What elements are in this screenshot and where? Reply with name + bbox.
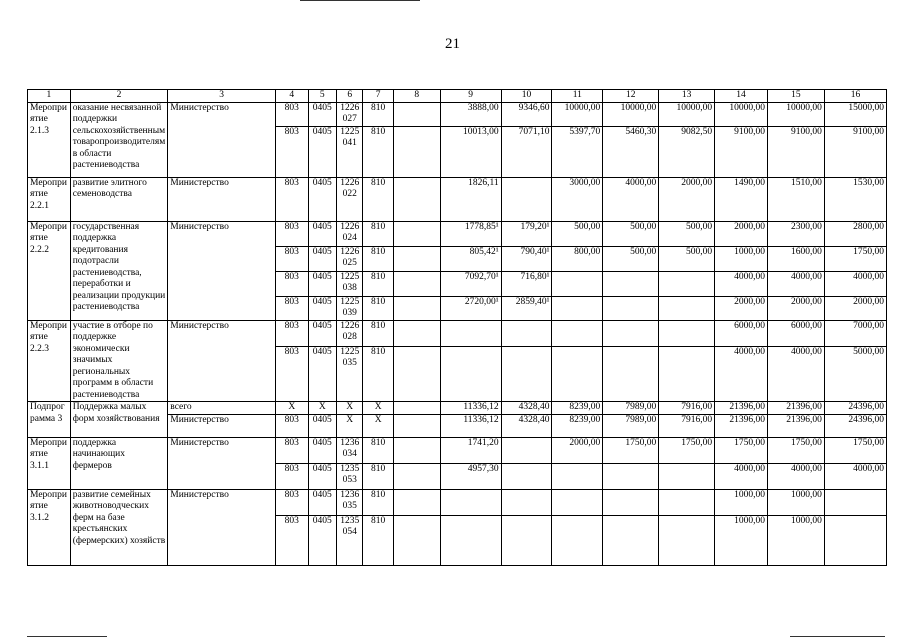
value-cell: 179,20¹ <box>501 221 552 246</box>
section-cell: 0405 <box>308 346 336 401</box>
value-cell <box>393 320 440 346</box>
value-cell <box>440 489 501 515</box>
section-cell: 0405 <box>308 177 336 221</box>
value-cell: 2300,00 <box>767 221 824 246</box>
value-cell <box>440 515 501 565</box>
header-cell: 2 <box>70 90 168 103</box>
value-cell: 7916,00 <box>659 414 715 437</box>
description-cell: участие в отборе по поддержке экономически значимых региональных программ в области растениеводства <box>70 320 168 402</box>
description-cell: развитие элитного семеноводства <box>70 177 168 221</box>
header-cell: 6 <box>336 90 362 103</box>
header-cell: 3 <box>168 90 276 103</box>
executor-cell: Министерство <box>168 489 276 565</box>
header-cell: 4 <box>276 90 309 103</box>
value-cell: 9346,60 <box>501 102 552 126</box>
expense-type-cell: Х <box>363 414 393 437</box>
value-cell: 9100,00 <box>767 126 824 177</box>
value-cell: 4000,00 <box>824 463 886 489</box>
value-cell: 21396,00 <box>767 402 824 415</box>
expense-type-cell: 810 <box>363 271 393 296</box>
value-cell <box>603 489 659 515</box>
value-cell <box>393 463 440 489</box>
value-cell: 6000,00 <box>767 320 824 346</box>
value-cell: 1826,11 <box>440 177 501 221</box>
section-cell: Х <box>308 402 336 415</box>
value-cell: 21396,00 <box>715 414 768 437</box>
value-cell: 4000,00 <box>767 346 824 401</box>
grbs-cell: 803 <box>276 102 309 126</box>
value-cell: 500,00 <box>603 246 659 271</box>
table-row <box>28 177 887 221</box>
scan-top-rule <box>300 0 420 1</box>
value-cell <box>393 221 440 246</box>
table-row <box>28 102 887 126</box>
grbs-cell: Х <box>276 402 309 415</box>
table-row <box>28 221 887 246</box>
target-article-cell: 1236 034 <box>336 437 362 463</box>
description-cell: поддержка начинающих фермеров <box>70 437 168 489</box>
value-cell: 4000,00 <box>603 177 659 221</box>
value-cell: 4000,00 <box>715 463 768 489</box>
value-cell <box>393 437 440 463</box>
value-cell <box>552 463 603 489</box>
value-cell: 8239,00 <box>552 402 603 415</box>
header-cell: 7 <box>363 90 393 103</box>
grbs-cell: 803 <box>276 126 309 177</box>
expense-type-cell: Х <box>363 402 393 415</box>
value-cell: 4957,30 <box>440 463 501 489</box>
executor-cell: Министерство <box>168 102 276 177</box>
grbs-cell: 803 <box>276 177 309 221</box>
value-cell: 9100,00 <box>715 126 768 177</box>
header-cell: 9 <box>440 90 501 103</box>
expense-type-cell: 810 <box>363 177 393 221</box>
value-cell: 1750,00 <box>603 437 659 463</box>
value-cell <box>659 515 715 565</box>
program-code-cell: Мероприятие 2.2.3 <box>28 320 71 402</box>
value-cell: 2859,40¹ <box>501 296 552 320</box>
value-cell: 1750,00 <box>767 437 824 463</box>
target-article-cell: 1225 039 <box>336 296 362 320</box>
value-cell: 1530,00 <box>824 177 886 221</box>
value-cell: 2000,00 <box>659 177 715 221</box>
header-cell: 16 <box>824 90 886 103</box>
value-cell: 24396,00 <box>824 414 886 437</box>
section-cell: 0405 <box>308 246 336 271</box>
value-cell: 21396,00 <box>767 414 824 437</box>
value-cell <box>393 177 440 221</box>
value-cell <box>824 515 886 565</box>
value-cell: 1000,00 <box>715 489 768 515</box>
value-cell <box>393 402 440 415</box>
target-article-cell: 1226 024 <box>336 221 362 246</box>
value-cell: 1000,00 <box>767 489 824 515</box>
value-cell <box>603 515 659 565</box>
executor-cell: всего <box>168 402 276 415</box>
value-cell: 1741,20 <box>440 437 501 463</box>
expense-type-cell: 810 <box>363 346 393 401</box>
value-cell <box>659 463 715 489</box>
value-cell: 2720,00¹ <box>440 296 501 320</box>
value-cell <box>393 515 440 565</box>
value-cell <box>659 320 715 346</box>
value-cell: 5397,70 <box>552 126 603 177</box>
executor-cell: Министерство <box>168 437 276 489</box>
value-cell: 10000,00 <box>715 102 768 126</box>
scan-bottom-right-rule <box>790 636 885 637</box>
program-code-cell: Мероприятие 2.1.3 <box>28 102 71 177</box>
value-cell <box>552 271 603 296</box>
section-cell: 0405 <box>308 221 336 246</box>
grbs-cell: 803 <box>276 221 309 246</box>
target-article-cell: 1226 025 <box>336 246 362 271</box>
header-cell: 5 <box>308 90 336 103</box>
value-cell: 1750,00 <box>659 437 715 463</box>
value-cell: 2000,00 <box>824 296 886 320</box>
value-cell <box>501 177 552 221</box>
value-cell: 7000,00 <box>824 320 886 346</box>
value-cell: 1000,00 <box>715 515 768 565</box>
program-code-cell: Мероприятие 3.1.1 <box>28 437 71 489</box>
table-row <box>28 437 887 463</box>
section-cell: 0405 <box>308 102 336 126</box>
expense-type-cell: 810 <box>363 296 393 320</box>
expense-type-cell: 810 <box>363 221 393 246</box>
expense-type-cell: 810 <box>363 126 393 177</box>
grbs-cell: 803 <box>276 296 309 320</box>
header-cell: 12 <box>603 90 659 103</box>
target-article-cell: 1225 038 <box>336 271 362 296</box>
expense-type-cell: 810 <box>363 515 393 565</box>
section-cell: 0405 <box>308 437 336 463</box>
target-article-cell: 1225 035 <box>336 346 362 401</box>
section-cell: 0405 <box>308 515 336 565</box>
value-cell: 5460,30 <box>603 126 659 177</box>
value-cell: 500,00 <box>552 221 603 246</box>
value-cell: 1000,00 <box>767 515 824 565</box>
value-cell <box>393 271 440 296</box>
section-cell: 0405 <box>308 489 336 515</box>
value-cell <box>552 320 603 346</box>
value-cell: 10000,00 <box>659 102 715 126</box>
value-cell <box>393 489 440 515</box>
executor-cell: Министерство <box>168 414 276 437</box>
value-cell: 2000,00 <box>552 437 603 463</box>
value-cell <box>501 489 552 515</box>
value-cell: 4000,00 <box>715 271 768 296</box>
value-cell <box>501 515 552 565</box>
value-cell <box>659 271 715 296</box>
value-cell: 1000,00 <box>715 246 768 271</box>
section-cell: 0405 <box>308 296 336 320</box>
program-code-cell: Мероприятие 2.2.1 <box>28 177 71 221</box>
target-article-cell: 1235 053 <box>336 463 362 489</box>
value-cell: 4000,00 <box>767 463 824 489</box>
program-code-cell: Мероприятие 2.2.2 <box>28 221 71 320</box>
value-cell: 7916,00 <box>659 402 715 415</box>
value-cell <box>659 296 715 320</box>
value-cell: 4000,00 <box>715 346 768 401</box>
value-cell: 805,42¹ <box>440 246 501 271</box>
value-cell <box>552 296 603 320</box>
header-cell: 8 <box>393 90 440 103</box>
program-code-cell: Подпрограмма 3 <box>28 402 71 438</box>
value-cell: 5000,00 <box>824 346 886 401</box>
value-cell: 790,40¹ <box>501 246 552 271</box>
value-cell <box>603 463 659 489</box>
value-cell: 500,00 <box>603 221 659 246</box>
executor-cell: Министерство <box>168 221 276 320</box>
value-cell: 15000,00 <box>824 102 886 126</box>
value-cell <box>393 414 440 437</box>
value-cell: 7989,00 <box>603 402 659 415</box>
budget-table <box>27 89 887 566</box>
header-cell: 15 <box>767 90 824 103</box>
value-cell: 8239,00 <box>552 414 603 437</box>
value-cell: 1510,00 <box>767 177 824 221</box>
value-cell: 7071,10 <box>501 126 552 177</box>
value-cell <box>440 346 501 401</box>
value-cell: 10000,00 <box>767 102 824 126</box>
section-cell: 0405 <box>308 414 336 437</box>
target-article-cell: 1225 041 <box>336 126 362 177</box>
value-cell: 10000,00 <box>603 102 659 126</box>
header-cell: 13 <box>659 90 715 103</box>
value-cell: 2000,00 <box>715 221 768 246</box>
description-cell: оказание несвязанной поддержки сельскохозяйственным товаропроизводителям в области растениеводства <box>70 102 168 177</box>
grbs-cell: 803 <box>276 463 309 489</box>
target-article-cell: 1226 027 <box>336 102 362 126</box>
value-cell: 500,00 <box>659 221 715 246</box>
target-article-cell: 1226 022 <box>336 177 362 221</box>
description-cell: государственная поддержка кредитования подотрасли растениеводства, переработки и реализации продукции растениеводства <box>70 221 168 320</box>
value-cell <box>552 489 603 515</box>
value-cell <box>501 320 552 346</box>
value-cell <box>501 346 552 401</box>
value-cell <box>552 346 603 401</box>
value-cell: 10000,00 <box>552 102 603 126</box>
value-cell <box>552 515 603 565</box>
value-cell: 800,00 <box>552 246 603 271</box>
value-cell: 2000,00 <box>715 296 768 320</box>
target-article-cell: 1236 035 <box>336 489 362 515</box>
description-cell: развитие семейных животноводческих ферм на базе крестьянских (фермерских) хозяйств <box>70 489 168 565</box>
value-cell: 21396,00 <box>715 402 768 415</box>
value-cell: 9082,50 <box>659 126 715 177</box>
value-cell <box>393 346 440 401</box>
value-cell <box>393 102 440 126</box>
value-cell: 7989,00 <box>603 414 659 437</box>
header-cell: 1 <box>28 90 71 103</box>
value-cell: 500,00 <box>659 246 715 271</box>
scan-bottom-left-rule <box>27 636 107 637</box>
value-cell <box>393 246 440 271</box>
value-cell: 3000,00 <box>552 177 603 221</box>
header-cell: 11 <box>552 90 603 103</box>
value-cell: 2800,00 <box>824 221 886 246</box>
value-cell <box>603 320 659 346</box>
value-cell <box>603 296 659 320</box>
value-cell <box>603 271 659 296</box>
value-cell: 4000,00 <box>824 271 886 296</box>
section-cell: 0405 <box>308 126 336 177</box>
value-cell: 1750,00 <box>715 437 768 463</box>
value-cell: 1490,00 <box>715 177 768 221</box>
description-cell: Поддержка малых форм хозяйствования <box>70 402 168 438</box>
value-cell: 10013,00 <box>440 126 501 177</box>
value-cell: 1750,00 <box>824 437 886 463</box>
value-cell <box>501 463 552 489</box>
value-cell <box>440 320 501 346</box>
expense-type-cell: 810 <box>363 489 393 515</box>
target-article-cell: 1226 028 <box>336 320 362 346</box>
expense-type-cell: 810 <box>363 320 393 346</box>
expense-type-cell: 810 <box>363 437 393 463</box>
target-article-cell: Х <box>336 402 362 415</box>
value-cell: 1750,00 <box>824 246 886 271</box>
grbs-cell: 803 <box>276 414 309 437</box>
value-cell: 716,80¹ <box>501 271 552 296</box>
value-cell <box>501 437 552 463</box>
page-number: 21 <box>445 36 460 52</box>
value-cell: 1600,00 <box>767 246 824 271</box>
executor-cell: Министерство <box>168 177 276 221</box>
value-cell: 7092,70¹ <box>440 271 501 296</box>
value-cell: 1778,85¹ <box>440 221 501 246</box>
section-cell: 0405 <box>308 320 336 346</box>
header-cell: 10 <box>501 90 552 103</box>
value-cell <box>824 489 886 515</box>
value-cell <box>393 296 440 320</box>
value-cell: 9100,00 <box>824 126 886 177</box>
grbs-cell: 803 <box>276 489 309 515</box>
header-cell: 14 <box>715 90 768 103</box>
expense-type-cell: 810 <box>363 102 393 126</box>
grbs-cell: 803 <box>276 437 309 463</box>
grbs-cell: 803 <box>276 515 309 565</box>
value-cell: 11336,12 <box>440 414 501 437</box>
value-cell <box>659 346 715 401</box>
table-row <box>28 489 887 515</box>
grbs-cell: 803 <box>276 346 309 401</box>
header-row <box>28 90 887 103</box>
value-cell: 11336,12 <box>440 402 501 415</box>
section-cell: 0405 <box>308 463 336 489</box>
value-cell: 4000,00 <box>767 271 824 296</box>
value-cell: 24396,00 <box>824 402 886 415</box>
section-cell: 0405 <box>308 271 336 296</box>
table-row <box>28 320 887 346</box>
value-cell <box>659 489 715 515</box>
value-cell <box>393 126 440 177</box>
expense-type-cell: 810 <box>363 463 393 489</box>
target-article-cell: 1235 054 <box>336 515 362 565</box>
table-row <box>28 402 887 415</box>
value-cell: 3888,00 <box>440 102 501 126</box>
expense-type-cell: 810 <box>363 246 393 271</box>
grbs-cell: 803 <box>276 246 309 271</box>
value-cell <box>603 346 659 401</box>
value-cell: 6000,00 <box>715 320 768 346</box>
target-article-cell: Х <box>336 414 362 437</box>
program-code-cell: Мероприятие 3.1.2 <box>28 489 71 565</box>
executor-cell: Министерство <box>168 320 276 402</box>
value-cell: 4328,40 <box>501 402 552 415</box>
grbs-cell: 803 <box>276 271 309 296</box>
value-cell: 2000,00 <box>767 296 824 320</box>
value-cell: 4328,40 <box>501 414 552 437</box>
grbs-cell: 803 <box>276 320 309 346</box>
